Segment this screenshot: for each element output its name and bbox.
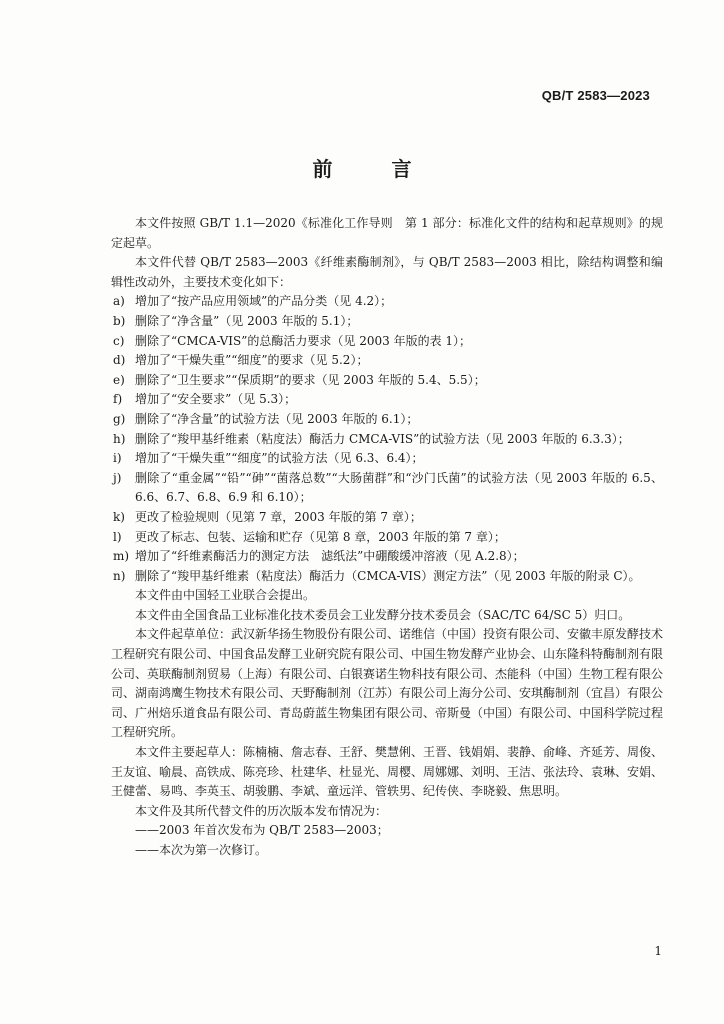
list-item-mark: b) — [113, 313, 126, 328]
list-item-mark: d) — [113, 353, 126, 368]
changes-list — [111, 292, 663, 586]
list-item-text: 删除了“净含量”的试验方法（见 2003 年版的 6.1）； — [135, 411, 419, 426]
list-item-mark: h) — [113, 431, 126, 446]
list-item-text: 增加了“安全要求”（见 5.3）； — [135, 392, 297, 407]
list-item-text: 删除了“CMCA-VIS”的总酶活力要求（见 2003 年版的表 1）； — [135, 333, 472, 348]
list-item — [111, 547, 663, 567]
list-item-text: 删除了“羧甲基纤维素（粘度法）酶活力 CMCA-VIS”的试验方法（见 2003 年版的 6.3.3）； — [135, 431, 630, 446]
list-item-text: 删除了“羧甲基纤维素（粘度法）酶活力（CMCA-VIS）测定方法”（见 2003 年版的附录 C）。 — [135, 568, 641, 583]
paragraph-drafters: 本文件主要起草人：陈楠楠、詹志春、王舒、樊慧俐、王晋、钱娟娟、裴静、俞峰、齐延芳、周俊、王友谊、喻晨、高铁成、陈亮珍、杜建华、杜显光、周樱、周娜娜、刘明、王洁、张法玲、袁琳、安娟、王健蕾、易鸣、李英玉、胡骏鹏、李斌、童远洋、管轶男、纪传侠、李晓毅、焦思明。 — [111, 745, 664, 799]
list-item — [111, 332, 663, 352]
list-item — [111, 508, 663, 528]
list-item-text: 增加了“干燥失重”“细度”的试验方法（见 6.3、6.4）； — [135, 451, 424, 466]
list-item-mark: g) — [113, 411, 126, 426]
list-item — [111, 528, 663, 548]
list-item-text: 删除了“重金属”“铅”“砷”“菌落总数”“大肠菌群”和“沙门氏菌”的试验方法（见 2003 年版的 6.5、6.6、6.7、6.8、6.9 和 6.10）； — [135, 470, 663, 505]
list-item — [111, 430, 663, 450]
standard-code: QB/T 2583—2023 — [541, 88, 650, 103]
history-item: ——2003 年首次发布为 QB/T 2583—2003； — [135, 823, 389, 838]
list-item — [111, 351, 663, 371]
list-item — [111, 410, 663, 430]
list-item — [111, 371, 663, 391]
list-item-mark: a) — [113, 294, 125, 309]
list-item-mark: j) — [113, 470, 122, 485]
list-item-mark: l) — [113, 529, 122, 544]
list-item — [111, 449, 663, 469]
list-item-mark: i) — [113, 451, 122, 466]
list-item-mark: n) — [113, 568, 126, 583]
list-item — [111, 469, 663, 508]
history-item: ——本次为第一次修订。 — [135, 843, 268, 857]
list-item-mark: c) — [113, 333, 125, 348]
list-item-text: 增加了“干燥失重”“细度”的要求（见 5.2）； — [135, 353, 369, 368]
page-number: 1 — [654, 944, 662, 958]
paragraph-proposer: 本文件由中国轻工业联合会提出。 — [135, 588, 316, 603]
list-item-text: 更改了标志、包装、运输和贮存（见第 8 章，2003 年版的第 7 章）； — [135, 529, 506, 544]
list-item-text: 更改了检验规则（见第 7 章，2003 年版的第 7 章）； — [135, 509, 422, 524]
list-item-mark: e) — [113, 372, 125, 387]
list-item — [111, 292, 663, 312]
paragraph-history-intro: 本文件及其所代替文件的历次版本发布情况为： — [135, 803, 388, 818]
list-item-mark: m) — [113, 549, 130, 564]
list-item — [111, 312, 663, 332]
list-item — [111, 567, 663, 587]
list-item-mark: k) — [113, 509, 125, 524]
page-title: 前 言 — [312, 157, 438, 181]
paragraph-administration: 本文件由全国食品工业标准化技术委员会工业发酵分技术委员会（SAC/TC 64/SC 5）归口。 — [135, 607, 631, 622]
foreword-body — [111, 214, 663, 861]
list-item-text: 删除了“卫生要求”“保质期”的要求（见 2003 年版的 5.4、5.5）； — [135, 372, 486, 387]
list-item-mark: f) — [113, 392, 123, 407]
list-item-text: 增加了“按产品应用领域”的产品分类（见 4.2）； — [135, 294, 393, 309]
paragraph-drafting-rules: 本文件按照 GB/T 1.1—2020《标准化工作导则 第 1 部分：标准化文件的结构和起草规则》的规定起草。 — [111, 216, 663, 250]
paragraph-drafting-units: 本文件起草单位：武汉新华扬生物股份有限公司、诺维信（中国）投资有限公司、安徽丰原发酵技术工程研究有限公司、中国食品发酵工业研究院有限公司、中国生物发酵产业协会、山东隆科特酶制剂有限公司、英联酶制剂贸易（上海）有限公司、白银赛诺生物科技有限公司、杰能科（中国）生物工程有限公司、湖南鸿鹰生物技术有限公司、天野酶制剂（江苏）有限公司上海分公司、安琪酶制剂（宜昌）有限公司、广州焙乐道食品有限公司、青岛蔚蓝生物集团有限公司、帝斯曼（中国）有限公司、中国科学院过程工程研究所。 — [111, 627, 664, 740]
list-item-text: 增加了“纤维素酶活力的测定方法 滤纸法”中硼酸缓冲溶液（见 A.2.8）； — [135, 549, 525, 564]
paragraph-replacement: 本文件代替 QB/T 2583—2003《纤维素酶制剂》，与 QB/T 2583—2003 相比，除结构调整和编辑性改动外，主要技术变化如下： — [111, 255, 663, 289]
list-item-text: 删除了“净含量”（见 2003 年版的 5.1）； — [135, 313, 359, 328]
list-item — [111, 390, 663, 410]
